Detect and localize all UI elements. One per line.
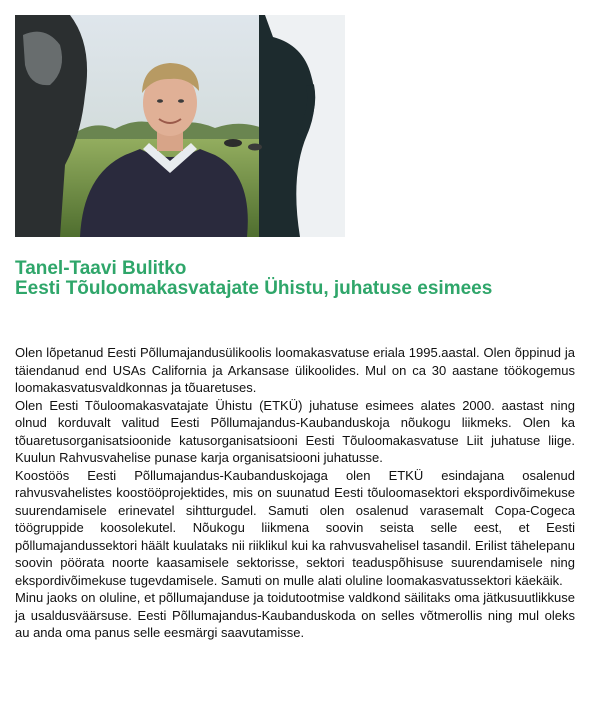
biography [15, 344, 575, 642]
portrait-illustration [15, 15, 345, 237]
bio-paragraph: Olen lõpetanud Eesti Põllumajandusülikoolis loomakasvatuse eriala 1995.aastal. Olen õppinud ja täiendanud end USAs California ja Arkansase ülikoolides. Mul on ca 30 aastane töökogemus loomakasvatusvaldkonnas ja tõuaretuses. [15, 345, 575, 395]
bio-paragraph: Koostöös Eesti Põllumajandus-Kaubanduskojaga olen ETKÜ esindajana osalenud rahvusvahelistes koostööprojektides, mis on suunatud Eesti tõuloomasektori ekspordivõimekuse suurendamisele erinevatel sihtturgudel. Samuti olen osalenud varasemalt Copa-Cogeca töögruppide koosolekutel. Nõukogu liikmena soovin seista selle eest, et Eesti põllumajandussektori häält kuulataks nii riiklikul kui ka rahvusvahelisel tasandil. Erilist tähelepanu soovin pöörata noorte kaasamisele sektorisse, sektori teaduspõhisuse suurendamisele ning ekspordivõimekuse tugevdamisele. Samuti on mulle alati oluline loomakasvatussektori käekäik. [15, 467, 575, 588]
person-name: Tanel-Taavi Bulitko [15, 258, 187, 279]
bio-paragraph: Olen Eesti Tõuloomakasvatajate Ühistu (ETKÜ) juhatuse esimees alates 2000. aastast ning olnud korduvalt valitud Eesti Põllumajandus-Kaubanduskoja nõukogu liikmeks. Olen ka tõuaretusorganisatsioonide katusorganisatsiooni Eesti Tõuloomakasvatuse Liit juhatuse liige. Kuulun Rahvusvahelise punase karja organisatsiooni juhatusse. [15, 397, 575, 465]
page-title [15, 259, 575, 299]
bio-paragraph: Minu jaoks on oluline, et põllumajanduse ja toidutootmise valdkond säilitaks oma jätkusuutlikkuse ja usaldusväärsuse. Eesti Põllumajandus-Kaubanduskoda on selles võtmerollis ning mul oleks au anda oma panus selle eesmärgi saavutamisse. [15, 590, 575, 640]
portrait-photo [15, 15, 345, 237]
person-position: Eesti Tõuloomakasvatajate Ühistu, juhatuse esimees [15, 278, 493, 299]
